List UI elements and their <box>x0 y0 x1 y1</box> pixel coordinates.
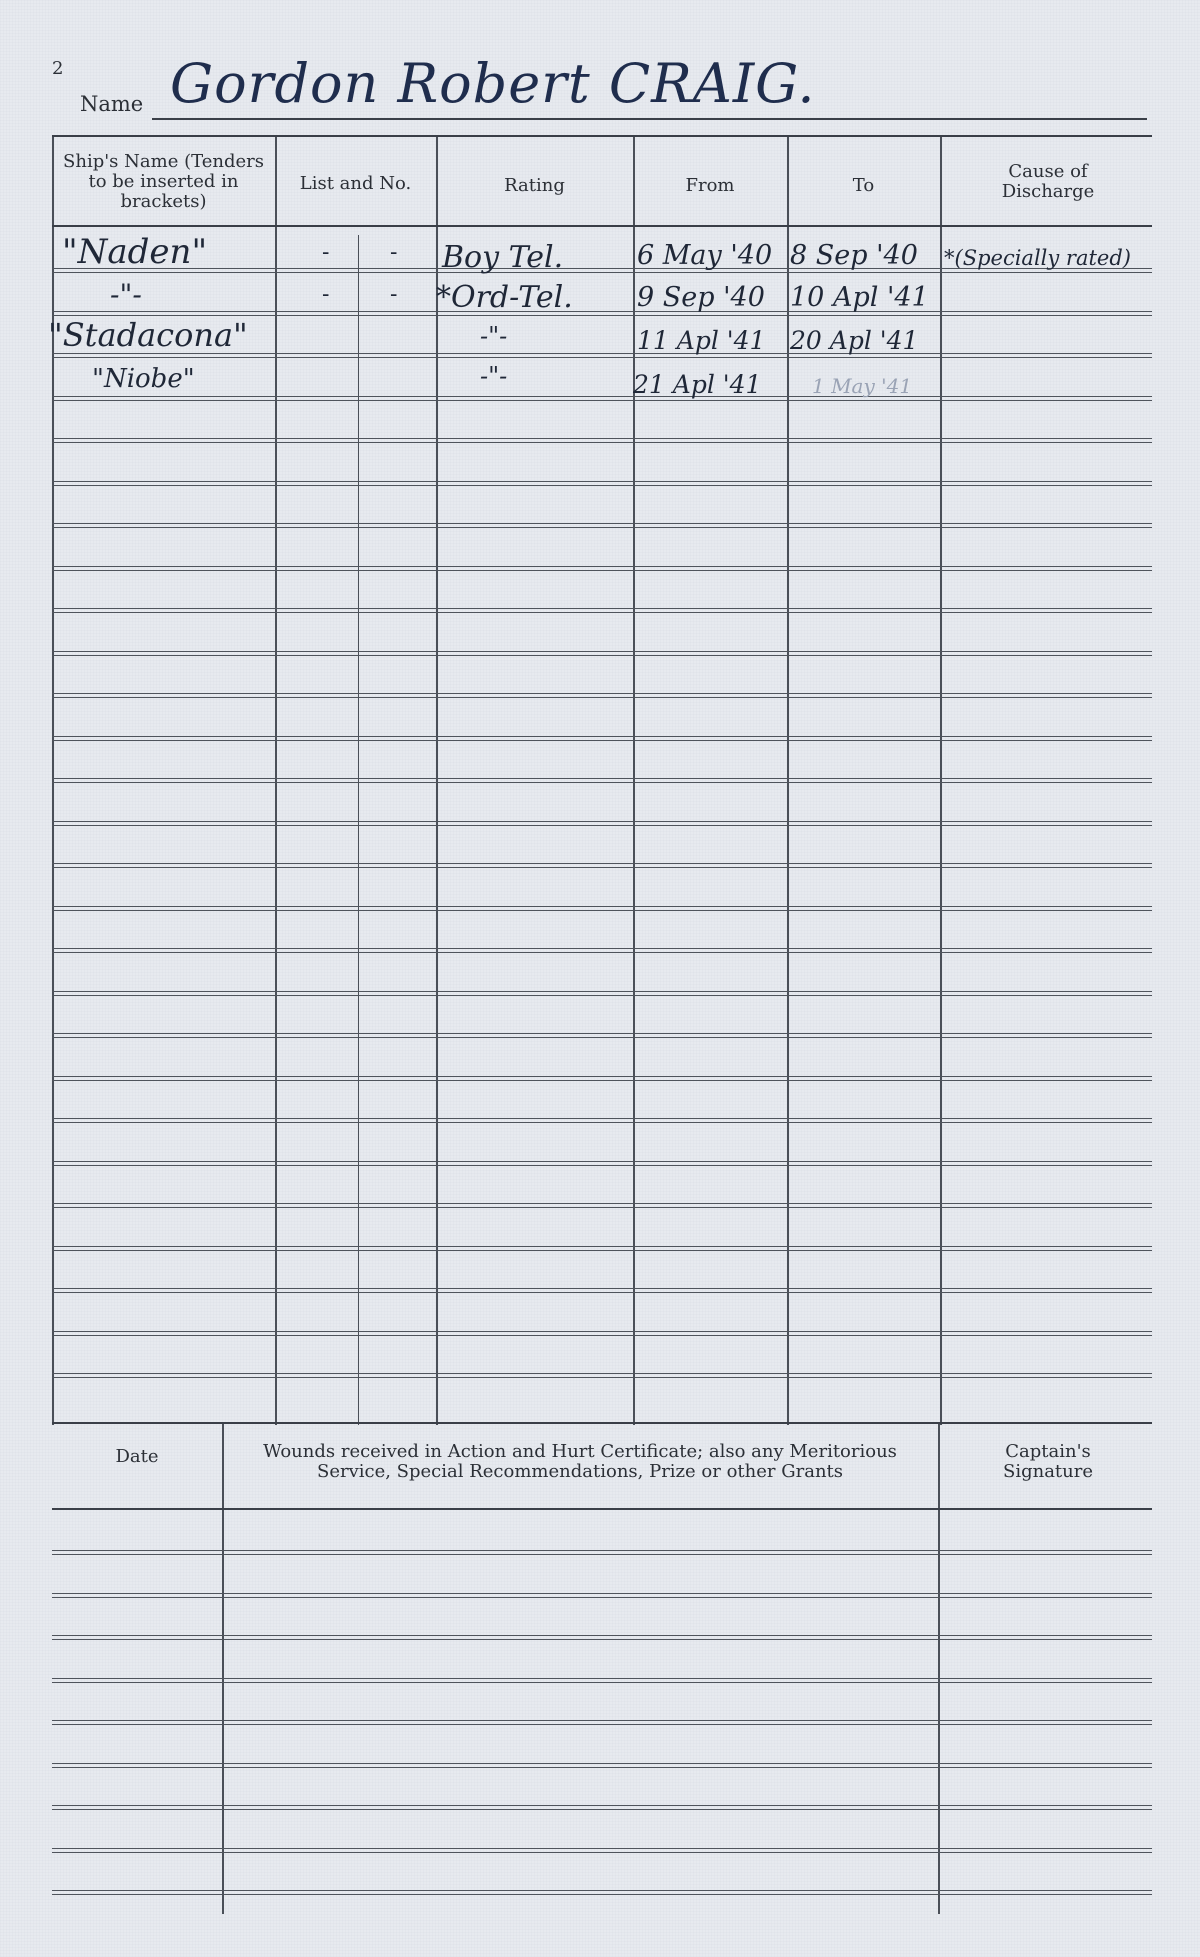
ruled-line <box>52 778 1152 779</box>
ruled-line <box>52 1207 1152 1208</box>
ruled-line <box>52 1593 1152 1594</box>
ruled-line <box>52 1335 1152 1336</box>
ruled-line <box>52 523 1152 524</box>
ruled-line <box>52 566 1152 567</box>
ruled-line <box>52 1377 1152 1378</box>
ruled-line <box>52 481 1152 482</box>
ruled-line <box>52 821 1152 822</box>
rating-cell: -"- <box>480 322 508 350</box>
rating-cell: *Ord-Tel. <box>436 280 573 315</box>
ruled-line <box>52 948 1152 949</box>
ruled-line <box>52 1331 1152 1332</box>
ruled-line <box>52 1639 1152 1640</box>
name-value: Gordon Robert CRAIG. <box>170 52 816 115</box>
ruled-line <box>52 608 1152 609</box>
header-bottom-border <box>52 1508 1152 1510</box>
ruled-line <box>52 1852 1152 1853</box>
ruled-line <box>52 1033 1152 1034</box>
ruled-line <box>52 1292 1152 1293</box>
header-wounds-grants: Wounds received in Action and Hurt Certificate; also any Meritorious Service, Special Recommendations, Prize or other Grants <box>263 1441 897 1482</box>
section-divider <box>52 1422 1152 1424</box>
ruled-line <box>52 1894 1152 1895</box>
ruled-line <box>52 1848 1152 1849</box>
ruled-line <box>52 396 1152 397</box>
ship-name-cell: "Stadacona" <box>48 316 248 354</box>
ship-name-cell: -"- <box>110 278 142 311</box>
ruled-line <box>52 612 1152 613</box>
ruled-line <box>52 697 1152 698</box>
list-cell: - <box>322 240 330 265</box>
to-date-cell: 8 Sep '40 <box>790 240 918 271</box>
ruled-line <box>52 1678 1152 1679</box>
ruled-line <box>52 272 1152 273</box>
column-divider <box>222 1424 224 1914</box>
ruled-line <box>52 1037 1152 1038</box>
ruled-line <box>52 1554 1152 1555</box>
column-divider <box>938 1424 940 1914</box>
table-top-border <box>52 135 1152 137</box>
ruled-line <box>52 1161 1152 1162</box>
column-divider <box>633 135 635 1425</box>
to-date-cell: 20 Apl '41 <box>790 326 919 355</box>
ruled-line <box>52 1805 1152 1806</box>
ruled-line <box>52 570 1152 571</box>
ruled-line <box>52 1720 1152 1721</box>
header-cause-of-discharge: Cause of Discharge <box>1001 161 1095 202</box>
ruled-line <box>52 1635 1152 1636</box>
ruled-line <box>52 910 1152 911</box>
ruled-line <box>52 906 1152 907</box>
ruled-line <box>52 442 1152 443</box>
ship-name-cell: "Naden" <box>62 232 208 272</box>
ruled-line <box>52 1763 1152 1764</box>
ruled-line <box>52 736 1152 737</box>
cause-cell: *(Specially rated) <box>944 246 1131 270</box>
ruled-line <box>52 1724 1152 1725</box>
ruled-line <box>52 655 1152 656</box>
ruled-line <box>52 863 1152 864</box>
column-divider <box>787 135 789 1425</box>
header-captains-signature: Captain's Signature <box>1002 1441 1094 1482</box>
ruled-line <box>52 485 1152 486</box>
ruled-line <box>52 1165 1152 1166</box>
name-underline <box>152 118 1147 120</box>
header-rating: Rating <box>504 175 565 196</box>
ruled-line <box>52 995 1152 996</box>
column-divider <box>940 135 942 1425</box>
ruled-line <box>52 1767 1152 1768</box>
from-date-cell: 21 Apl '41 <box>633 370 762 399</box>
ruled-line <box>52 991 1152 992</box>
from-date-cell: 9 Sep '40 <box>637 282 765 313</box>
number-cell: - <box>390 240 398 265</box>
ruled-line <box>52 782 1152 783</box>
column-divider <box>436 135 438 1425</box>
ruled-line <box>52 357 1152 358</box>
ruled-line <box>52 1203 1152 1204</box>
ruled-line <box>52 527 1152 528</box>
ruled-line <box>52 1080 1152 1081</box>
ruled-line <box>52 438 1152 439</box>
name-label: Name <box>80 92 144 116</box>
rating-cell: -"- <box>480 362 508 390</box>
ruled-line <box>52 1246 1152 1247</box>
ruled-line <box>52 1550 1152 1551</box>
ruled-line <box>52 952 1152 953</box>
ruled-line <box>52 651 1152 652</box>
header-list-and-no: List and No. <box>299 173 412 194</box>
ruled-line <box>52 1122 1152 1123</box>
ruled-line <box>52 867 1152 868</box>
rating-cell: Boy Tel. <box>442 240 564 275</box>
ruled-line <box>52 740 1152 741</box>
header-to: To <box>852 175 875 196</box>
ruled-line <box>52 1373 1152 1374</box>
ruled-line <box>52 1890 1152 1891</box>
header-date: Date <box>115 1446 159 1467</box>
ruled-line <box>52 1809 1152 1810</box>
to-date-cell: 1 May '41 <box>812 374 913 398</box>
from-date-cell: 6 May '40 <box>637 240 773 271</box>
number-cell: - <box>390 282 398 307</box>
header-from: From <box>685 175 735 196</box>
column-divider <box>358 235 359 1425</box>
ruled-line <box>52 1288 1152 1289</box>
ship-name-cell: "Niobe" <box>92 364 195 394</box>
ruled-line <box>52 1250 1152 1251</box>
ruled-line <box>52 825 1152 826</box>
list-cell: - <box>322 282 330 307</box>
ruled-line <box>52 1118 1152 1119</box>
from-date-cell: 11 Apl '41 <box>637 326 766 355</box>
ruled-line <box>52 1682 1152 1683</box>
ruled-line <box>52 311 1152 312</box>
ruled-line <box>52 693 1152 694</box>
to-date-cell: 10 Apl '41 <box>790 282 929 313</box>
ruled-line <box>52 400 1152 401</box>
page-number: 2 <box>52 58 64 79</box>
header-ship-name: Ship's Name (Tenders to be inserted in brackets) <box>63 151 264 212</box>
header-bottom-border <box>52 225 1152 227</box>
ruled-line <box>52 1076 1152 1077</box>
ruled-line <box>52 1597 1152 1598</box>
column-divider <box>275 135 277 1425</box>
